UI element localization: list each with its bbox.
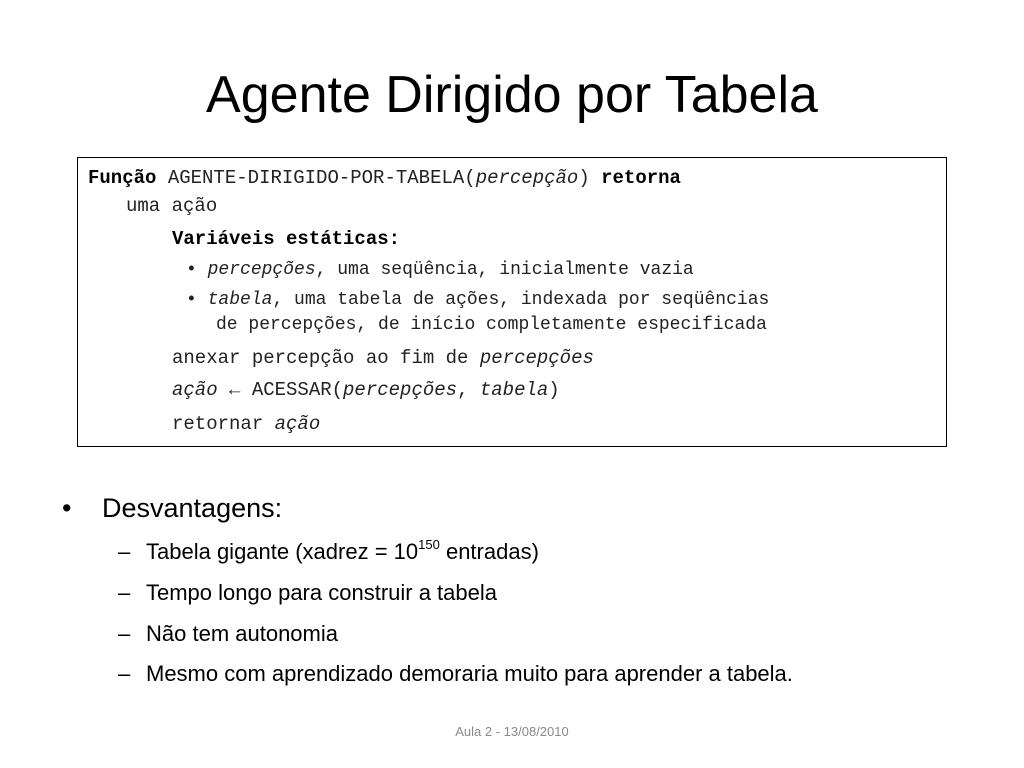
function-signature <box>88 166 681 190</box>
function-name: AGENTE-DIRIGIDO-POR-TABELA( <box>167 167 476 189</box>
step-anexar <box>172 346 594 370</box>
static-var-percepcoes <box>186 258 694 282</box>
var-desc: , uma seqüência, inicialmente vazia <box>315 260 694 280</box>
exponent: 150 <box>418 537 440 552</box>
function-param: percepção <box>475 167 579 189</box>
static-var-tabela <box>186 288 769 312</box>
step-close: ) <box>548 379 560 401</box>
sub-text: Tabela gigante (xadrez = 10 <box>146 539 419 564</box>
step-arg1: percepções <box>343 379 458 401</box>
step-arg2: tabela <box>479 379 549 401</box>
sub-marker: – <box>118 580 131 605</box>
bullet-desvantagens <box>62 491 71 525</box>
step-var: percepções <box>479 347 594 369</box>
static-var-tabela-cont: de percepções, de início completamente especificada <box>216 315 767 335</box>
keyword-funcao: Função <box>88 167 157 189</box>
sub-item-tabela-gigante <box>146 538 539 566</box>
step-var: ação <box>172 379 218 401</box>
step-arrow: ← ACESSAR( <box>217 379 344 401</box>
function-returns: uma ação <box>126 195 218 217</box>
var-name: percepções <box>207 260 316 280</box>
bullet-marker: • <box>186 290 197 310</box>
step-var: ação <box>274 413 321 435</box>
step-comma: , <box>457 379 480 401</box>
sub-marker: – <box>118 621 131 646</box>
var-name: tabela <box>207 290 273 310</box>
sub-marker: – <box>118 539 131 564</box>
sub-text-after: entradas) <box>439 539 539 564</box>
sub-item-autonomia: Não tem autonomia <box>146 621 338 646</box>
sub-item-tempo-longo: Tempo longo para construir a tabela <box>146 580 497 605</box>
static-vars-label: Variáveis estáticas: <box>172 228 401 250</box>
slide-title: Agente Dirigido por Tabela <box>206 66 818 124</box>
sub-marker: – <box>118 661 131 686</box>
step-acessar <box>172 378 560 402</box>
bullet-marker: • <box>62 493 72 523</box>
step-text: anexar percepção ao fim de <box>172 347 480 369</box>
var-desc: , uma tabela de ações, indexada por seqüências <box>272 290 770 310</box>
bullet-main-text: Desvantagens: <box>102 493 283 523</box>
sub-item-aprendizado: Mesmo com aprendizado demoraria muito para aprender a tabela. <box>146 661 793 686</box>
step-text: retornar <box>172 413 275 435</box>
paren-close: ) <box>578 167 590 189</box>
algorithm-box <box>77 157 947 447</box>
keyword-retorna: retorna <box>601 167 681 189</box>
step-retornar <box>172 412 320 436</box>
bullet-marker: • <box>186 260 197 280</box>
slide-footer: Aula 2 - 13/08/2010 <box>455 724 569 739</box>
